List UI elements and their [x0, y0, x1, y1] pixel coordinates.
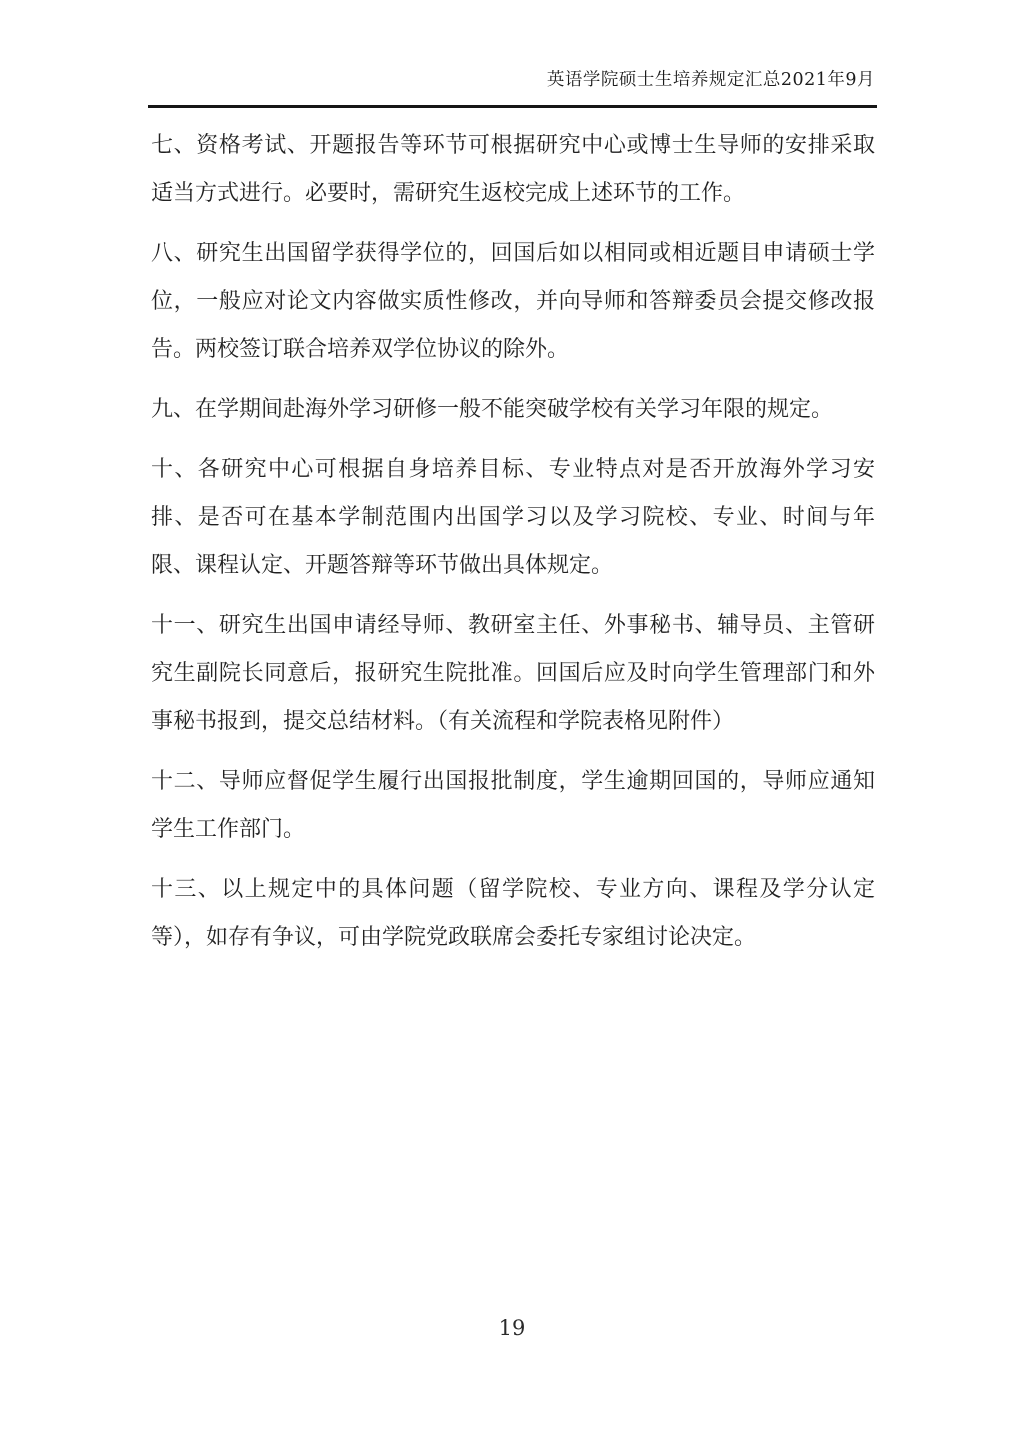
paragraph-9: 九、在学期间赴海外学习研修一般不能突破学校有关学习年限的规定。 [151, 397, 834, 422]
page-header-title: 英语学院硕士生培养规定汇总2021年9月 [546, 70, 875, 90]
header-rule [148, 105, 877, 108]
paragraph-12: 十二、导师应督促学生履行出国报批制度，学生逾期回国的，导师应通知学生工作部门。 [151, 769, 875, 842]
paragraph-11: 十一、研究生出国申请经导师、教研室主任、外事秘书、辅导员、主管研究生副院长同意后，报研究生院批准。回国后应及时向学生管理部门和外事秘书报到，提交总结材料。（有关流程和学院表格见附件） [151, 613, 875, 734]
document-body [151, 122, 875, 974]
page-number: 19 [498, 1316, 526, 1340]
paragraph-10: 十、各研究中心可根据自身培养目标、专业特点对是否开放海外学习安排、是否可在基本学制范围内出国学习以及学习院校、专业、时间与年限、课程认定、开题答辩等环节做出具体规定。 [151, 457, 875, 578]
paragraph-8: 八、研究生出国留学获得学位的，回国后如以相同或相近题目申请硕士学位，一般应对论文内容做实质性修改，并向导师和答辩委员会提交修改报告。两校签订联合培养双学位协议的除外。 [151, 241, 875, 362]
paragraph-7: 七、资格考试、开题报告等环节可根据研究中心或博士生导师的安排采取适当方式进行。必要时，需研究生返校完成上述环节的工作。 [151, 133, 875, 206]
paragraph-13: 十三、以上规定中的具体问题（留学院校、专业方向、课程及学分认定等），如存有争议，可由学院党政联席会委托专家组讨论决定。 [151, 877, 875, 950]
